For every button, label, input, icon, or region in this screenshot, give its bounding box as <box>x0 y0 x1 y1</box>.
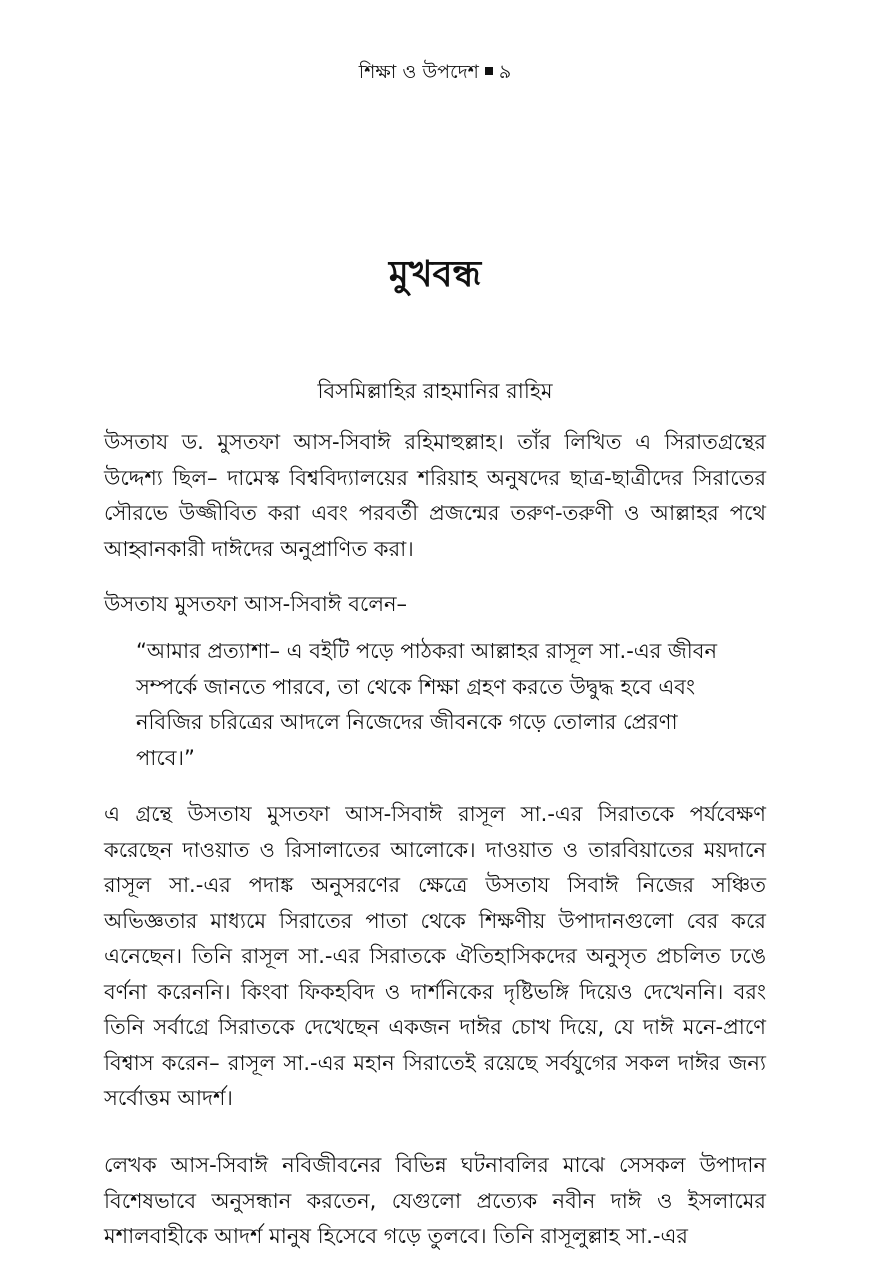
chapter-title: মুখবন্ধ <box>388 254 482 295</box>
paragraph-quote-lead: উসতায মুসতফা আস-সিবাঈ বলেন– <box>104 592 408 616</box>
running-header <box>0 58 870 86</box>
paragraph-intro: উসতায ড. মুসতফা আস-সিবাঈ রহিমাহুল্লাহ। তাঁর লিখিত এ সিরাতগ্রন্থের উদ্দেশ্য ছিল– দামেস্ক বিশ্ববিদ্যালয়ের শরিয়াহ অনুষদের ছাত্র-ছাত্রীদের সিরাতের সৌরভে উজ্জীবিত করা এবং পরবর্তী প্রজন্মের তরুণ-তরুণী ও আল্লাহর পথে আহ্বানকারী দাঈদের অনুপ্রাণিত করা। <box>104 430 766 561</box>
block-quote: “আমার প্রত্যাশা– এ বইটি পড়ে পাঠকরা আল্লাহর রাসূল সা.-এর জীবন সম্পর্কে জানতে পারবে, তা থেকে শিক্ষা গ্রহণ করতে উদ্বুদ্ধ হবে এবং নবিজির চরিত্রের আদলে নিজেদের জীবনকে গড়ে তোলার প্রেরণা পাবে।” <box>136 639 718 770</box>
paragraph-method: এ গ্রন্থে উসতায মুসতফা আস-সিবাঈ রাসূল সা.-এর সিরাতকে পর্যবেক্ষণ করেছেন দাওয়াত ও রিসালাতের আলোকে। দাওয়াত ও তারবিয়াতের ময়দানে রাসূল সা.-এর পদাঙ্ক অনুসরণের ক্ষেত্রে উসতায সিবাঈ নিজের সঞ্চিত অভিজ্ঞতার মাধ্যমে সিরাতের পাতা থেকে শিক্ষণীয় উপাদানগুলো বের করে এনেছেন। তিনি রাসূল সা.-এর সিরাতকে ঐতিহাসিকদের অনুসৃত প্রচলিত ঢঙে বর্ণনা করেননি। কিংবা ফিকহবিদ ও দার্শনিকের দৃষ্টিভঙ্গি দিয়েও দেখেননি। বরং তিনি সর্বাগ্রে সিরাতকে দেখেছেন একজন দাঈর চোখ দিয়ে, যে দাঈ মনে-প্রাণে বিশ্বাস করেন– রাসূল সা.-এর মহান সিরাতেই রয়েছে সর্বযুগের সকল দাঈর জন্য সর্বোত্তম আদর্শ। <box>104 802 766 1110</box>
paragraph-author-focus: লেখক আস-সিবাঈ নবিজীবনের বিভিন্ন ঘটনাবলির মাঝে সেসকল উপাদান বিশেষভাবে অনুসন্ধান করতেন, যেগুলো প্রত্যেক নবীন দাঈ ও ইসলামের মশালবাহীকে আদর্শ মানুষ হিসেবে গড়ে তুলবে। তিনি রাসূলুল্লাহ সা.-এর <box>104 1153 766 1248</box>
bismillah-line: বিসমিল্লাহির রাহমানির রাহিম <box>317 379 553 403</box>
running-title: শিক্ষা ও উপদেশ <box>358 61 479 83</box>
separator-square-icon <box>485 67 493 75</box>
page-number: ৯ <box>498 61 512 83</box>
